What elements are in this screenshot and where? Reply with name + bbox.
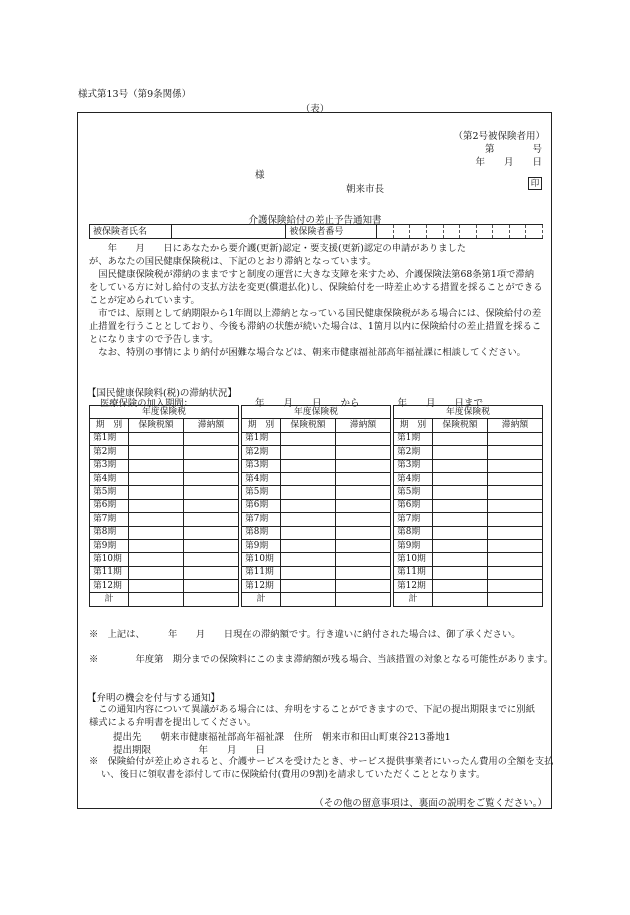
table-row [242, 446, 391, 459]
enrollment-period-label: 医療保険の加入期間： [100, 398, 193, 409]
document-title: 介護保険給付の差止予告通知書 [248, 215, 382, 226]
col-tax-amount: 保険税額 [433, 419, 488, 432]
insured-number-digit[interactable] [476, 225, 493, 239]
tax-amount-cell[interactable] [281, 553, 336, 566]
arrears-cell[interactable] [184, 580, 239, 593]
tax-amount-cell[interactable] [433, 513, 488, 526]
tax-amount-cell[interactable] [129, 553, 184, 566]
table-row [90, 566, 239, 579]
table-row [394, 446, 543, 459]
table-row [242, 580, 391, 593]
tax-amount-cell[interactable] [433, 446, 488, 459]
table-row [394, 432, 543, 445]
total-label: 計 [394, 593, 433, 606]
insured-number-digit[interactable] [460, 225, 477, 239]
total-tax-amount[interactable] [281, 593, 336, 606]
table-row [394, 553, 543, 566]
arrears-cell[interactable] [488, 526, 543, 539]
period-label: 第9期 [90, 539, 129, 552]
tax-amount-cell[interactable] [433, 432, 488, 445]
tax-amount-cell[interactable] [281, 446, 336, 459]
arrears-cell[interactable] [336, 499, 391, 512]
tax-amount-cell[interactable] [129, 472, 184, 485]
tax-amount-cell[interactable] [129, 459, 184, 472]
insured-name-field[interactable] [171, 225, 286, 239]
tax-amount-cell[interactable] [281, 539, 336, 552]
period-label: 第10期 [90, 553, 129, 566]
tax-amount-cell[interactable] [433, 499, 488, 512]
tax-amount-cell[interactable] [129, 566, 184, 579]
body-paragraph-1: 年 月 日にあなたから要介護(更新)認定・要支援(更新)認定の申請がありました が、あなたの国民健康保険税は、下記のとおり滞納となっています。 [89, 243, 467, 267]
tax-amount-cell[interactable] [129, 539, 184, 552]
arrears-cell[interactable] [336, 446, 391, 459]
document-number: 第 号 [484, 144, 542, 155]
arrears-cell[interactable] [184, 499, 239, 512]
arrears-cell[interactable] [488, 553, 543, 566]
period-label: 第5期 [242, 486, 281, 499]
col-tax-amount: 保険税額 [281, 419, 336, 432]
tax-amount-cell[interactable] [281, 459, 336, 472]
explain-paragraph: この通知内容について異議がある場合には、弁明をすることができますので、下記の提出期限までに別紙様式による弁明書を提出してください。 [89, 704, 535, 728]
period-label: 第6期 [394, 499, 433, 512]
tax-amount-cell[interactable] [281, 499, 336, 512]
tax-amount-cell[interactable] [433, 459, 488, 472]
tax-amount-cell[interactable] [129, 446, 184, 459]
body-paragraph-4: なお、特別の事情により納付が困難な場合などは、朝来市健康福祉部高年福祉課に相談してください。 [89, 347, 526, 358]
tax-amount-cell[interactable] [433, 472, 488, 485]
insured-number-digit[interactable] [393, 225, 410, 239]
table-row [90, 580, 239, 593]
tax-amount-cell[interactable] [433, 553, 488, 566]
table-row [242, 486, 391, 499]
arrears-cell[interactable] [184, 526, 239, 539]
fiscal-year-header: 年度保険税 [394, 406, 543, 419]
total-row [242, 593, 391, 606]
table-row [394, 472, 543, 485]
total-label: 計 [90, 593, 129, 606]
table-row [90, 513, 239, 526]
table-row [394, 566, 543, 579]
arrears-cell[interactable] [488, 446, 543, 459]
table-row [90, 553, 239, 566]
arrears-cell[interactable] [488, 566, 543, 579]
table-row [394, 539, 543, 552]
arrears-cell[interactable] [184, 553, 239, 566]
period-label: 第12期 [394, 580, 433, 593]
table-row [242, 566, 391, 579]
arrears-status-title: 【国民健康保険料(税)の滞納状況】 [87, 388, 237, 399]
arrears-cell[interactable] [488, 539, 543, 552]
insured-number-digit[interactable] [377, 225, 394, 239]
arrears-table-3 [393, 405, 543, 607]
tax-amount-cell[interactable] [129, 499, 184, 512]
total-arrears[interactable] [488, 593, 543, 606]
period-label: 第4期 [242, 472, 281, 485]
table-row [242, 472, 391, 485]
table-row [394, 499, 543, 512]
tax-amount-cell[interactable] [433, 486, 488, 499]
arrears-cell[interactable] [184, 432, 239, 445]
insured-number-digit[interactable] [443, 225, 460, 239]
arrears-cell[interactable] [336, 580, 391, 593]
tax-amount-cell[interactable] [129, 432, 184, 445]
table-row [394, 580, 543, 593]
arrears-cell[interactable] [336, 566, 391, 579]
table-row [90, 539, 239, 552]
tax-amount-cell[interactable] [281, 486, 336, 499]
period-label: 第9期 [242, 539, 281, 552]
arrears-cell[interactable] [488, 499, 543, 512]
arrears-cell[interactable] [184, 539, 239, 552]
arrears-cell[interactable] [488, 580, 543, 593]
table-row [242, 526, 391, 539]
table-row [242, 513, 391, 526]
arrears-cell[interactable] [336, 472, 391, 485]
total-arrears[interactable] [336, 593, 391, 606]
arrears-cell[interactable] [184, 513, 239, 526]
insured-info-table [89, 224, 543, 239]
document-date: 年 月 日 [475, 157, 542, 168]
table-row [90, 486, 239, 499]
table-row [394, 513, 543, 526]
period-label: 第2期 [242, 446, 281, 459]
form-number: 様式第13号（第9条関係） [78, 89, 192, 100]
table-row [242, 432, 391, 445]
table-row [90, 499, 239, 512]
table-row [90, 526, 239, 539]
table-row [242, 539, 391, 552]
tax-amount-cell[interactable] [129, 526, 184, 539]
total-row [394, 593, 543, 606]
arrears-cell[interactable] [336, 432, 391, 445]
arrears-table-2 [241, 405, 391, 607]
insured-number-digit[interactable] [410, 225, 427, 239]
submit-deadline: 提出期限 年 月 日 [113, 745, 266, 756]
arrears-cell[interactable] [488, 472, 543, 485]
mayor-name: 朝来市長 [346, 184, 385, 195]
table-row [242, 499, 391, 512]
tax-amount-cell[interactable] [281, 566, 336, 579]
arrears-cell[interactable] [488, 513, 543, 526]
period-label: 第4期 [90, 472, 129, 485]
insured-number-digit[interactable] [526, 225, 543, 239]
period-label: 第7期 [394, 513, 433, 526]
tax-amount-cell[interactable] [281, 513, 336, 526]
period-label: 第8期 [90, 526, 129, 539]
col-period: 期 別 [394, 419, 433, 432]
fiscal-year-header: 年度保険税 [242, 406, 391, 419]
period-label: 第5期 [90, 486, 129, 499]
table-row [90, 459, 239, 472]
note-period-warning: ※ 年度第 期分までの保険料にこのまま滞納額が残る場合、当該措置の対象となる可能性があります。 [89, 654, 554, 665]
period-label: 第11期 [394, 566, 433, 579]
arrears-cell[interactable] [184, 446, 239, 459]
table-row [90, 432, 239, 445]
col-period: 期 別 [242, 419, 281, 432]
period-label: 第11期 [90, 566, 129, 579]
period-label: 第3期 [242, 459, 281, 472]
tax-amount-cell[interactable] [129, 486, 184, 499]
enrollment-period-range: 年 月 日 から 年 月 日まで [255, 398, 484, 409]
tax-amount-cell[interactable] [281, 580, 336, 593]
period-label: 第9期 [394, 539, 433, 552]
period-label: 第1期 [394, 432, 433, 445]
period-label: 第7期 [90, 513, 129, 526]
period-label: 第10期 [242, 553, 281, 566]
arrears-cell[interactable] [336, 526, 391, 539]
arrears-cell[interactable] [336, 553, 391, 566]
total-arrears[interactable] [184, 593, 239, 606]
period-label: 第4期 [394, 472, 433, 485]
tax-amount-cell[interactable] [281, 432, 336, 445]
arrears-cell[interactable] [184, 472, 239, 485]
period-label: 第1期 [90, 432, 129, 445]
col-arrears: 滞納額 [488, 419, 543, 432]
tax-amount-cell[interactable] [433, 566, 488, 579]
period-label: 第6期 [242, 499, 281, 512]
arrears-cell[interactable] [336, 459, 391, 472]
period-label: 第5期 [394, 486, 433, 499]
arrears-cell[interactable] [336, 513, 391, 526]
period-label: 第3期 [394, 459, 433, 472]
insured-class: （第2号被保険者用） [453, 131, 545, 142]
total-tax-amount[interactable] [129, 593, 184, 606]
arrears-cell[interactable] [488, 432, 543, 445]
period-label: 第11期 [242, 566, 281, 579]
submit-destination: 提出先 朝来市健康福祉部高年福祉課 住所 朝来市和田山町東谷213番地1 [113, 732, 451, 743]
total-tax-amount[interactable] [433, 593, 488, 606]
table-row [242, 459, 391, 472]
table-row [242, 553, 391, 566]
arrears-cell[interactable] [184, 566, 239, 579]
period-label: 第3期 [90, 459, 129, 472]
col-tax-amount: 保険税額 [129, 419, 184, 432]
insured-number-digit[interactable] [493, 225, 510, 239]
period-label: 第2期 [90, 446, 129, 459]
arrears-cell[interactable] [184, 486, 239, 499]
side-label: （表） [300, 104, 330, 115]
table-row [394, 486, 543, 499]
body-paragraph-3: 市では、原則として納期限から1年間以上滞納となっている国民健康保険税がある場合には、保険給付の差止措置を行うこととしており、今後も滞納の状態が続いた場合は、1箇月以内に保険給付の差止措置を採ることになりますので予告します。 [89, 308, 542, 345]
arrears-cell[interactable] [184, 459, 239, 472]
total-row [90, 593, 239, 606]
note-arrears-date: ※ 上記は、 年 月 日現在の滞納額です。行き違いに納付された場合は、御了承ください。 [89, 629, 521, 640]
fiscal-year-header: 年度保険税 [90, 406, 239, 419]
period-label: 第12期 [242, 580, 281, 593]
tax-amount-cell[interactable] [433, 539, 488, 552]
insured-name-label: 被保険者氏名 [90, 225, 172, 239]
period-label: 第12期 [90, 580, 129, 593]
col-period: 期 別 [90, 419, 129, 432]
period-label: 第6期 [90, 499, 129, 512]
seal-mark: 印 [528, 177, 542, 190]
arrears-table-1 [89, 405, 239, 607]
period-label: 第7期 [242, 513, 281, 526]
tax-amount-cell[interactable] [433, 580, 488, 593]
insured-number-digit[interactable] [427, 225, 444, 239]
footer-note: （その他の留意事項は、裏面の説明をご覧ください。） [314, 798, 547, 809]
addressee-suffix: 様 [255, 170, 265, 181]
arrears-cell[interactable] [336, 486, 391, 499]
col-arrears: 滞納額 [184, 419, 239, 432]
tax-amount-cell[interactable] [433, 526, 488, 539]
note-benefit-suspension: ※ 保険給付が差止めされると、介護サービスを受けたとき、サービス提供事業者にいったん費用の全額を支払い、後日に領収書を添付して市に保険給付(費用の9割)を請求していただくこととなります。 [89, 756, 554, 780]
table-row [394, 459, 543, 472]
col-arrears: 滞納額 [336, 419, 391, 432]
arrears-cell[interactable] [488, 459, 543, 472]
period-label: 第1期 [242, 432, 281, 445]
insured-number-digit[interactable] [509, 225, 526, 239]
total-label: 計 [242, 593, 281, 606]
insured-number-label: 被保険者番号 [286, 225, 377, 239]
tax-amount-cell[interactable] [129, 580, 184, 593]
table-row [90, 446, 239, 459]
tax-amount-cell[interactable] [129, 513, 184, 526]
period-label: 第8期 [394, 526, 433, 539]
period-label: 第2期 [394, 446, 433, 459]
period-label: 第10期 [394, 553, 433, 566]
arrears-cell[interactable] [488, 486, 543, 499]
tax-amount-cell[interactable] [281, 526, 336, 539]
tax-amount-cell[interactable] [281, 472, 336, 485]
arrears-cell[interactable] [336, 539, 391, 552]
table-row [90, 472, 239, 485]
period-label: 第8期 [242, 526, 281, 539]
table-row [394, 526, 543, 539]
body-paragraph-2: 国民健康保険税が滞納のままですと制度の運営に大きな支障を来すため、介護保険法第68条第1項で滞納をしている方に対し給付の支払方法を変更(償還払化)し、保険給付を一時差止めする措置を採ることができることが定められています。 [89, 269, 543, 306]
explain-section-title: 【弁明の機会を付与する通知】 [87, 693, 221, 704]
